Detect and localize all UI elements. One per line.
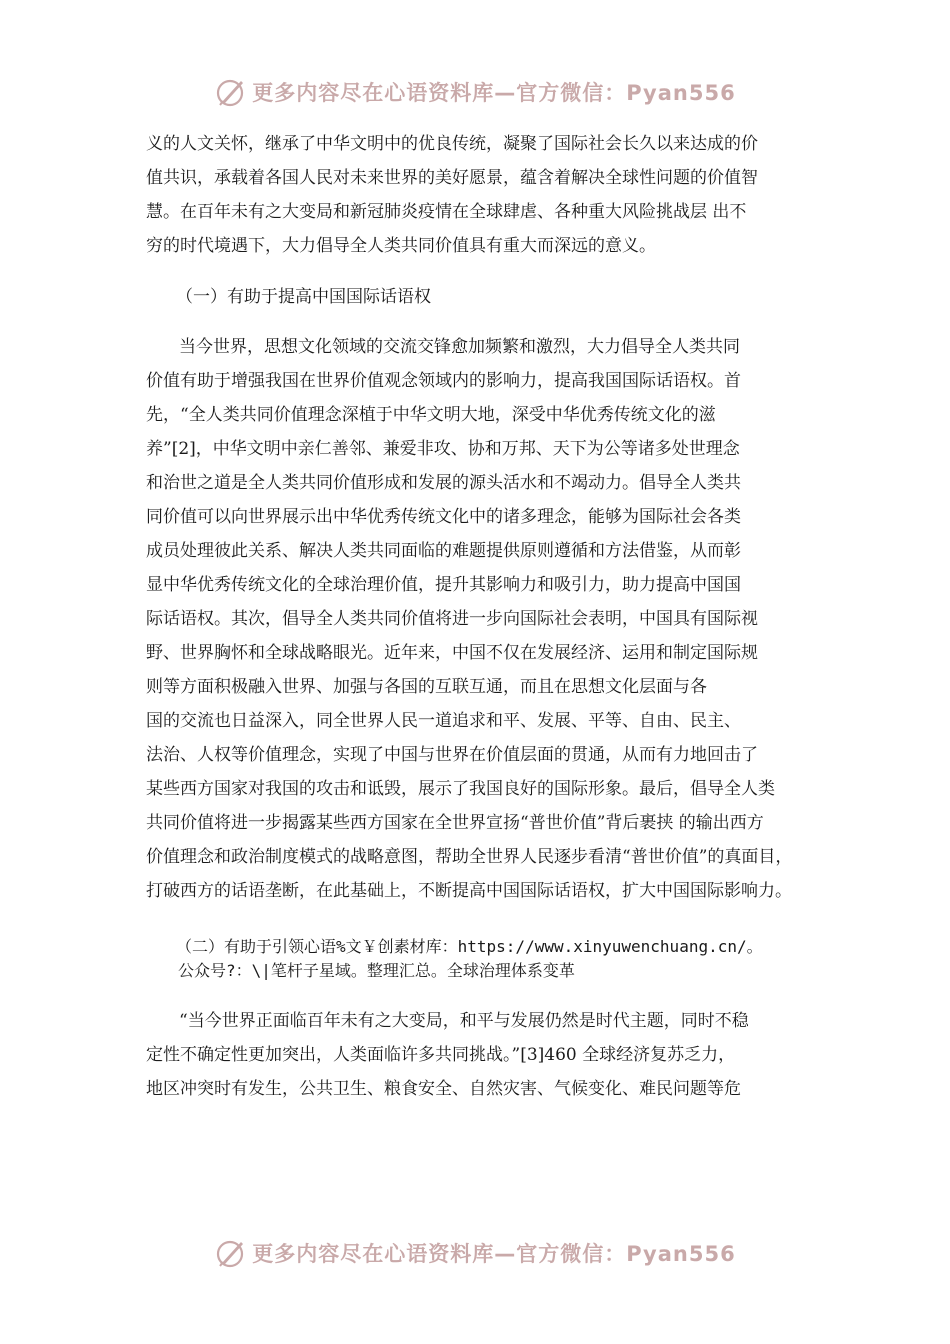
watermark-text: 更多内容尽在心语资料库—官方微信：Pyan556 bbox=[252, 1242, 736, 1266]
text-line: “当今世界正面临百年未有之大变局，和平与发展仍然是时代主题，同时不稳 bbox=[179, 1011, 749, 1031]
watermark-banner-top bbox=[0, 72, 950, 112]
text-line: 当今世界，思想文化领域的交流交锋愈加频繁和激烈，大力倡导全人类共同 bbox=[179, 337, 740, 357]
text-line: 值共识，承载着各国人民对未来世界的美好愿景，蕴含着解决全球性问题的价值智 bbox=[146, 168, 758, 188]
quill-pen-icon bbox=[214, 75, 248, 109]
text-line: 则等方面积极融入世界、加强与各国的互联互通，而且在思想文化层面与各 bbox=[146, 677, 707, 697]
watermark-text: 更多内容尽在心语资料库—官方微信：Pyan556 bbox=[252, 81, 736, 105]
quill-pen-icon bbox=[214, 1236, 248, 1270]
text-line: 国的交流也日益深入，同全世界人民一道追求和平、发展、平等、自由、民主、 bbox=[146, 711, 741, 731]
text-line: 和治世之道是全人类共同价值形成和发展的源头活水和不竭动力。倡导全人类共 bbox=[146, 473, 741, 493]
text-line: 先，“全人类共同价值理念深植于中华文明大地，深受中华优秀传统文化的滋 bbox=[146, 405, 716, 425]
text-line: 义的人文关怀，继承了中华文明中的优良传统，凝聚了国际社会长久以来达成的价 bbox=[146, 134, 758, 154]
text-line: 共同价值将进一步揭露某些西方国家在全世界宣扬“普世价值”背后裹挟 的输出西方 bbox=[146, 813, 764, 833]
text-line: 际话语权。其次，倡导全人类共同价值将进一步向国际社会表明，中国具有国际视 bbox=[146, 609, 758, 629]
section-heading-1: （一）有助于提高中国国际话语权 bbox=[176, 287, 431, 307]
text-line: 显中华优秀传统文化的全球治理价值，提升其影响力和吸引力，助力提高中国国 bbox=[146, 575, 741, 595]
text-line: 法治、人权等价值理念，实现了中国与世界在价值层面的贯通，从而有力地回击了 bbox=[146, 745, 758, 765]
text-line: 慧。在百年未有之大变局和新冠肺炎疫情在全球肆虐、各种重大风险挑战层 出不 bbox=[146, 202, 747, 222]
text-line: 某些西方国家对我国的攻击和诋毁，展示了我国良好的国际形象。最后，倡导全人类 bbox=[146, 779, 775, 799]
text-line: 地区冲突时有发生，公共卫生、粮食安全、自然灾害、气候变化、难民问题等危 bbox=[146, 1079, 741, 1099]
text-line: 养”[2]，中华文明中亲仁善邻、兼爱非攻、协和万邦、天下为公等诸多处世理念 bbox=[146, 439, 740, 459]
text-line: 穷的时代境遇下，大力倡导全人类共同价值具有重大而深远的意义。 bbox=[146, 236, 656, 256]
section-heading-2-cont: 公众号?：\|笔杆子星域。整理汇总。全球治理体系变革 bbox=[178, 961, 575, 980]
text-line: 同价值可以向世界展示出中华优秀传统文化中的诸多理念，能够为国际社会各类 bbox=[146, 507, 741, 527]
text-line: 打破西方的话语垄断，在此基础上，不断提高中国国际话语权，扩大中国国际影响力。 bbox=[146, 881, 792, 901]
text-line: 野、世界胸怀和全球战略眼光。近年来，中国不仅在发展经济、运用和制定国际规 bbox=[146, 643, 758, 663]
text-line: 价值有助于增强我国在世界价值观念领域内的影响力，提高我国国际话语权。首 bbox=[146, 371, 741, 391]
text-line: 成员处理彼此关系、解决人类共同面临的难题提供原则遵循和方法借鉴，从而彰 bbox=[146, 541, 741, 561]
text-line: 价值理念和政治制度模式的战略意图，帮助全世界人民逐步看清“普世价值”的真面目， bbox=[146, 847, 793, 867]
watermark-banner-bottom bbox=[0, 1233, 950, 1273]
section-heading-2: （二）有助于引领心语%文￥创素材库：https://www.xinyuwenchuang.cn/。 bbox=[176, 937, 763, 956]
text-line: 定性不确定性更加突出，人类面临许多共同挑战。”[3]460 全球经济复苏乏力， bbox=[146, 1045, 736, 1065]
